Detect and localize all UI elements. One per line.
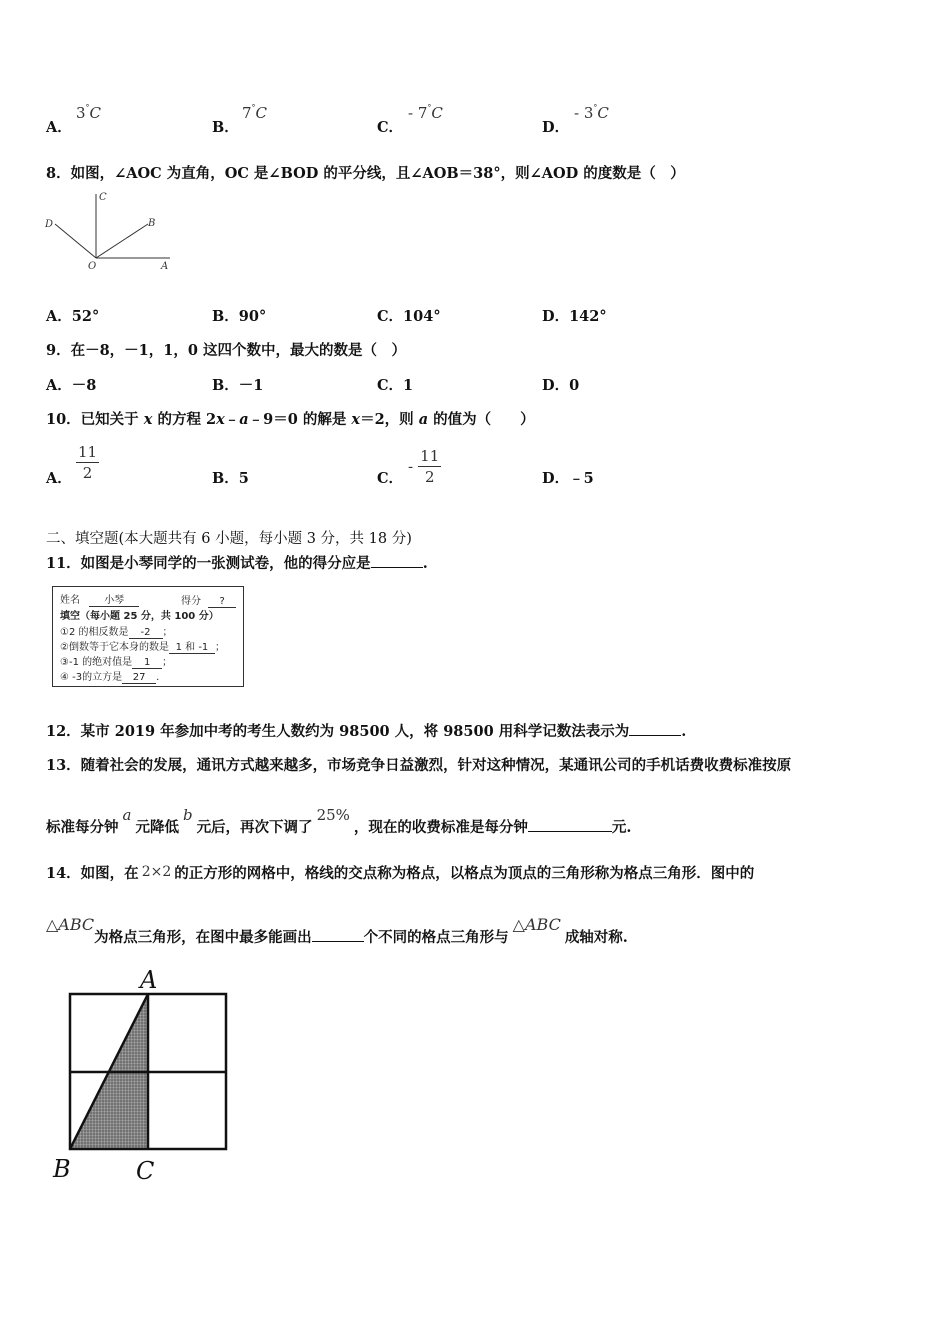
q10-option-c-label: C． bbox=[377, 470, 404, 487]
q14-line-2: △ABC为格点三角形，在图中最多能画出 个不同的格点三角形与△ABC成轴对称. bbox=[46, 915, 628, 946]
q11-test-card bbox=[52, 586, 244, 687]
card-title: 填空（每小题 25 分，共 100 分） bbox=[60, 611, 219, 622]
q8-option-c: C．104° bbox=[377, 308, 441, 325]
q7-option-a: A． bbox=[46, 119, 72, 136]
q12-text: 12．某市 2019 年参加中考的考生人数约为 98500 人，将 98500 用科学记数法表示为 . bbox=[46, 723, 687, 740]
q10-option-a-fraction: $\frac{11}{2}$ bbox=[78, 443, 98, 482]
q11-text: 11．如图是小琴同学的一张测试卷，他的得分应是 . bbox=[46, 555, 428, 572]
card-line-4: ④ -3的立方是 27 . bbox=[60, 672, 160, 683]
q7-option-d: D． bbox=[542, 119, 570, 136]
q8-option-b: B．90° bbox=[212, 308, 267, 325]
q7-option-a-expr: 3°C bbox=[76, 103, 102, 122]
q8-label-o: O bbox=[88, 261, 97, 272]
q14-line-1: 14．如图，在 2×2 的正方形的网格中，格线的交点称为格点，以格点为顶点的三角形称为格点三角形．图中的 bbox=[46, 864, 755, 882]
q10-option-c-fraction: - $\frac{11}{2}$ bbox=[408, 447, 440, 486]
q8-label-a: A bbox=[161, 261, 169, 272]
q9-option-a: A．－8 bbox=[46, 377, 97, 394]
card-name-row: 姓名 小琴 bbox=[60, 591, 139, 607]
q7-option-c: C． bbox=[377, 119, 404, 136]
q14-label-a: A bbox=[140, 966, 158, 994]
q8-label-b: B bbox=[148, 218, 156, 229]
q9-option-d: D．0 bbox=[542, 377, 580, 394]
q10-option-a-label: A． bbox=[46, 470, 72, 487]
q9-text: 9．在－8，－1，1，0 这四个数中，最大的数是（ ） bbox=[46, 342, 406, 359]
q9-option-b: B．－1 bbox=[212, 377, 264, 394]
q7-option-b: B． bbox=[212, 119, 239, 136]
q8-option-a: A．52° bbox=[46, 308, 100, 325]
q7-option-d-expr: - 3°C bbox=[574, 103, 609, 122]
q13-line-2: 标准每分钟a元降低b元后，再次下调了25%，现在的收费标准是每分钟 元. bbox=[46, 806, 632, 836]
q14-label-c: C bbox=[136, 1157, 155, 1185]
q13-line-1: 13．随着社会的发展，通讯方式越来越多，市场竞争日益激烈，针对这种情况，某通讯公司的手机话费收费标准按原 bbox=[46, 757, 792, 774]
q7-option-b-expr: 7°C bbox=[242, 103, 268, 122]
q9-option-c: C．1 bbox=[377, 377, 414, 394]
q8-label-c: C bbox=[99, 192, 107, 203]
card-line-2: ②倒数等于它本身的数是 1 和 -1 ； bbox=[60, 638, 225, 654]
card-line-1: ①2 的相反数是 -2 ； bbox=[60, 627, 173, 638]
q8-text: 8．如图，∠AOC 为直角，OC 是∠BOD 的平分线，且∠AOB＝38°，则∠AOD 的度数是（ ） bbox=[46, 165, 685, 182]
card-line-3: ③-1 的绝对值是 1 ； bbox=[60, 657, 173, 668]
q7-option-c-expr: - 7°C bbox=[408, 103, 443, 122]
q14-grid-figure bbox=[48, 962, 238, 1188]
q10-option-b: B．5 bbox=[212, 470, 249, 487]
card-score-row: 得分 ? bbox=[181, 592, 236, 608]
q8-label-d: D bbox=[45, 219, 54, 230]
q10-option-d: D．﹣5 bbox=[542, 470, 594, 487]
q10-text: 10．已知关于 x 的方程 2x﹣a﹣9＝0 的解是 x＝2，则 a 的值为（ ） bbox=[46, 411, 535, 428]
q14-label-b: B bbox=[53, 1155, 71, 1183]
q8-angle-figure bbox=[40, 188, 180, 273]
q8-option-d: D．142° bbox=[542, 308, 607, 325]
section-2-title: 二、填空题(本大题共有 6 小题，每小题 3 分，共 18 分) bbox=[46, 531, 412, 547]
